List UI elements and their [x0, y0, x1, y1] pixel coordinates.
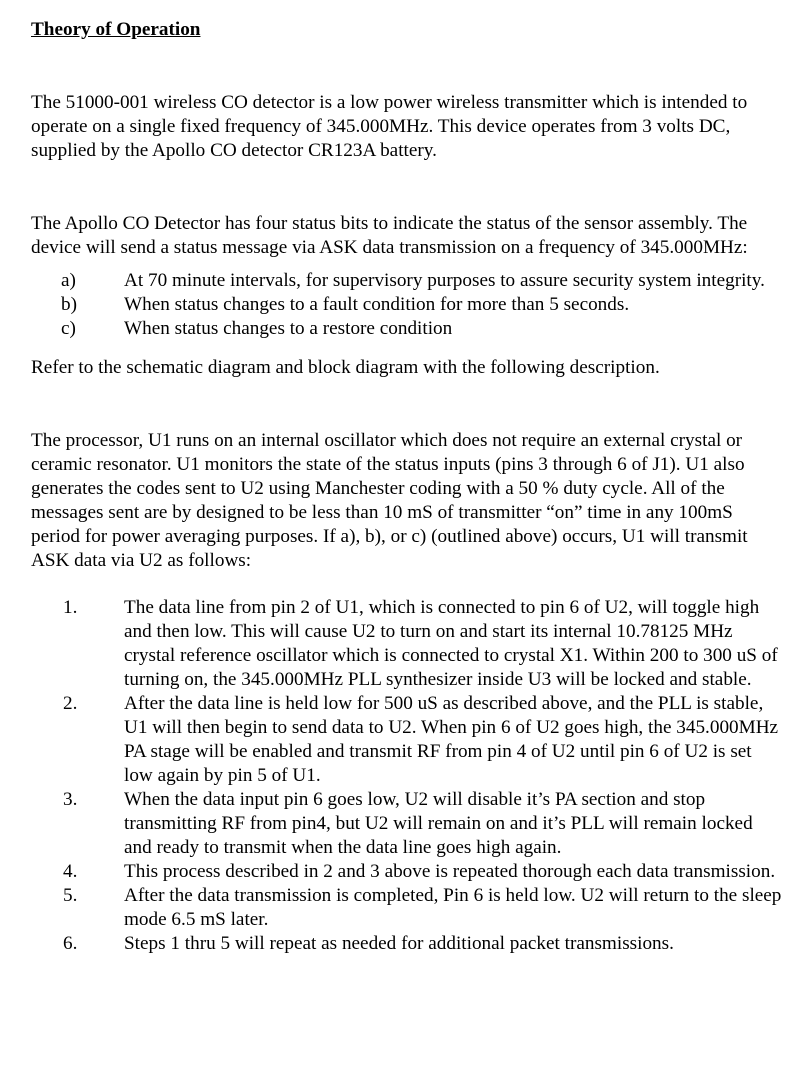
list-item-label: 1.	[63, 597, 78, 618]
list-item-label: a)	[61, 270, 76, 291]
list-item-label: 3.	[63, 789, 78, 810]
refer-paragraph: Refer to the schematic diagram and block diagram with the following description.	[31, 357, 660, 378]
intro-paragraph: The 51000-001 wireless CO detector is a low power wireless transmitter which is intended to operate on a single fixed frequency of 345.000MHz. This device operates from 3 volts DC, supplied by the Apollo CO detector CR123A battery.	[31, 92, 748, 161]
steps-list	[31, 596, 783, 956]
list-item-text: After the data line is held low for 500 uS as described above, and the PLL is stable, U1 will then begin to send data to U2. When pin 6 of U2 goes high, the 345.000MHz PA stage will be enabled and transmit RF from pin 4 of U2 until pin 6 of U2 is set low again by pin 5 of U1.	[124, 693, 779, 786]
list-item-text: Steps 1 thru 5 will repeat as needed for additional packet transmissions.	[124, 933, 674, 954]
list-item-text: At 70 minute intervals, for supervisory purposes to assure security system integrity.	[124, 270, 765, 291]
list-item-text: When status changes to a restore condition	[124, 318, 453, 339]
list-item-label: c)	[61, 318, 76, 339]
document-page	[31, 18, 783, 956]
page-title: Theory of Operation	[31, 19, 201, 40]
list-item-text: When the data input pin 6 goes low, U2 will disable it’s PA section and stop transmitting RF from pin4, but U2 will remain on and it’s PLL will remain locked and ready to transmit when the data line goes high again.	[124, 789, 753, 858]
list-item-label: b)	[61, 294, 77, 315]
list-item-text: After the data transmission is completed, Pin 6 is held low. U2 will return to the sleep mode 6.5 mS later.	[124, 885, 782, 930]
list-item	[31, 692, 783, 788]
list-item-text: This process described in 2 and 3 above is repeated thorough each data transmission.	[124, 861, 776, 882]
list-item	[31, 884, 783, 932]
list-item-label: 2.	[63, 693, 78, 714]
list-item	[31, 932, 783, 956]
list-item	[31, 293, 783, 317]
conditions-list	[31, 269, 783, 341]
list-item	[31, 860, 783, 884]
list-item	[31, 317, 783, 341]
list-item	[31, 269, 783, 293]
list-item-text: The data line from pin 2 of U1, which is connected to pin 6 of U2, will toggle high and then low. This will cause U2 to turn on and start its internal 10.78125 MHz crystal reference oscillator which is connected to crystal X1. Within 200 to 300 uS of turning on, the 345.000MHz PLL synthesizer inside U3 will be locked and stable.	[124, 597, 778, 690]
processor-paragraph: The processor, U1 runs on an internal oscillator which does not require an external crystal or ceramic resonator. U1 monitors the state of the status inputs (pins 3 through 6 of J1). U1 also generates the codes sent to U2 using Manchester coding with a 50 % duty cycle. All of the messages sent are by designed to be less than 10 mS of transmitter “on” time in any 100mS period for power averaging purposes. If a), b), or c) (outlined above) occurs, U1 will transmit ASK data via U2 as follows:	[31, 430, 748, 571]
list-item-text: When status changes to a fault condition for more than 5 seconds.	[124, 294, 630, 315]
list-item-label: 5.	[63, 885, 78, 906]
list-item	[31, 596, 783, 692]
list-item-label: 6.	[63, 933, 78, 954]
list-item-label: 4.	[63, 861, 78, 882]
status-paragraph: The Apollo CO Detector has four status bits to indicate the status of the sensor assembly. The device will send a status message via ASK data transmission on a frequency of 345.000MHz:	[31, 213, 748, 258]
list-item	[31, 788, 783, 860]
